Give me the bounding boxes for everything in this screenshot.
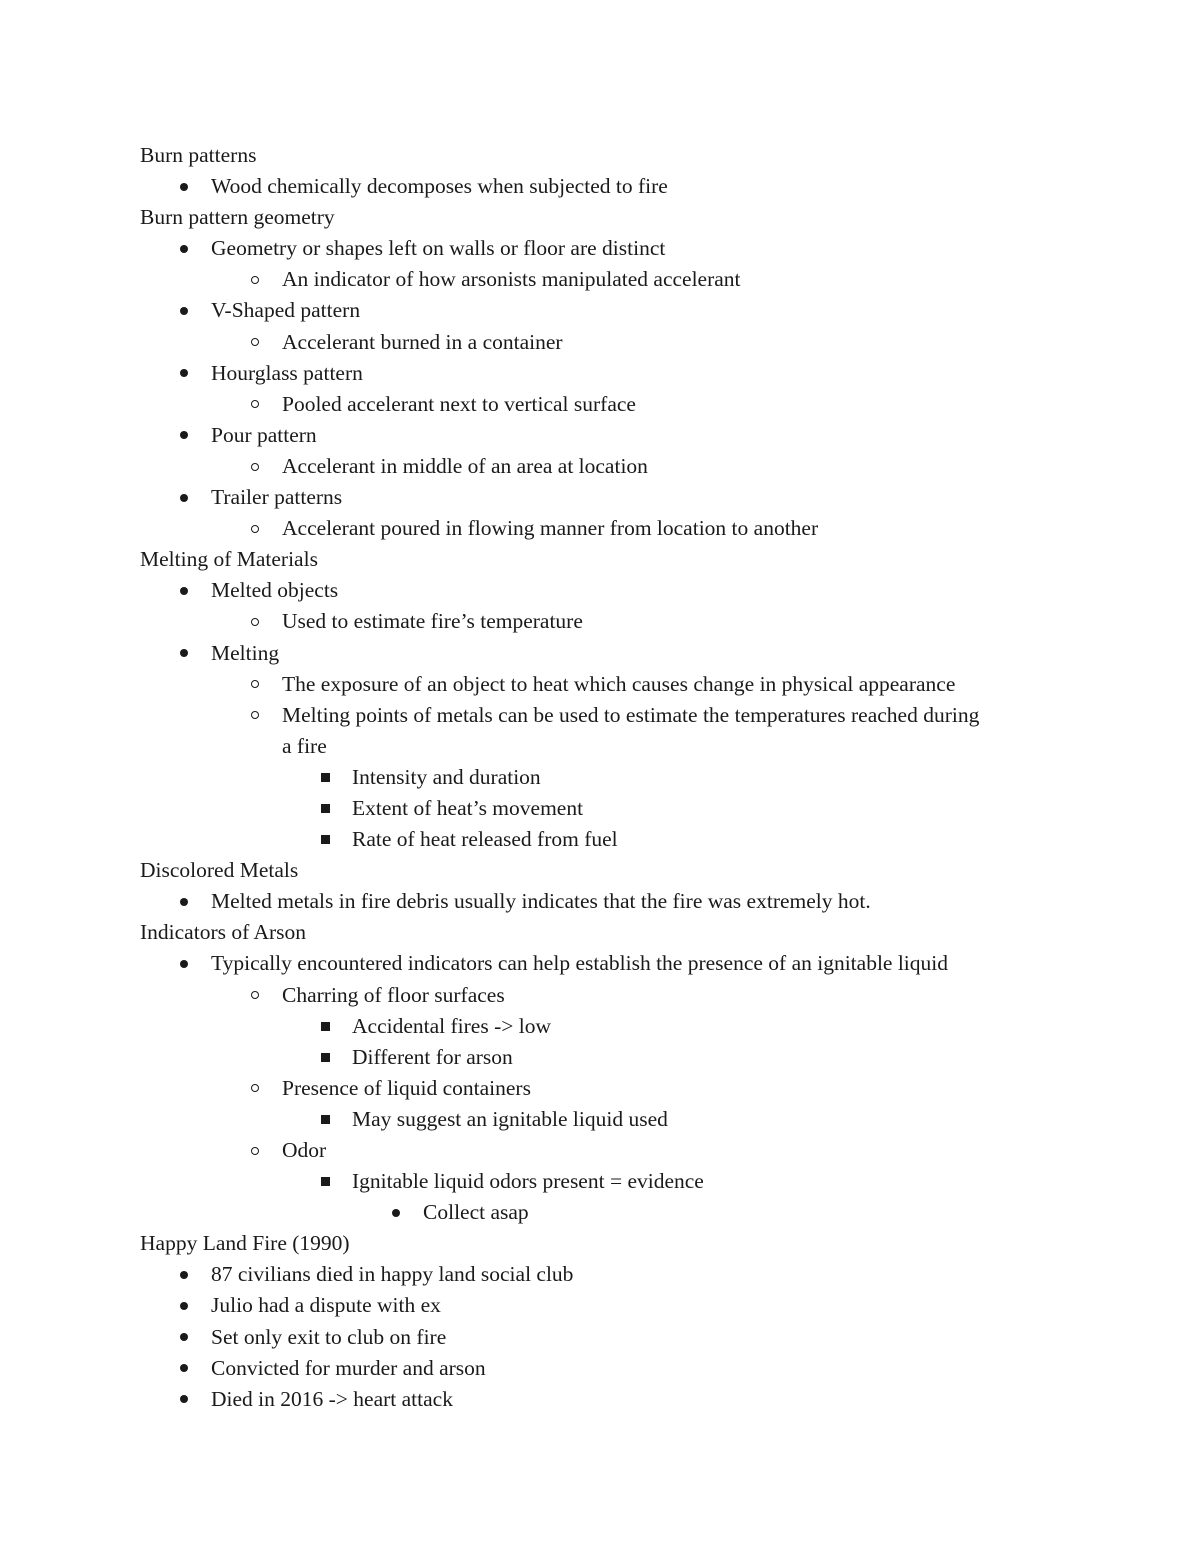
square-bullet-icon [318,1166,332,1197]
list-item-level-1 [0,358,1200,389]
item-text: Geometry or shapes left on walls or floor are distinct [211,236,666,261]
list-item-level-2 [0,389,1200,420]
item-text: Convicted for murder and arson [211,1355,486,1380]
list-item-level-2 [0,1135,1200,1166]
list-item-level-2 [0,700,1200,731]
item-text: Intensity and duration [352,764,541,789]
item-text: Wood chemically decomposes when subjected to fire [211,174,668,199]
item-text: Collect asap [423,1200,529,1225]
list-item-level-1 [0,1353,1200,1384]
disc-bullet-icon [177,575,191,606]
disc-bullet-icon [177,233,191,264]
item-text: Odor [282,1138,327,1162]
list-item-level-3 [0,1166,1200,1197]
disc-bullet-icon [177,1322,191,1353]
item-text: 87 civilians died in happy land social club [211,1262,574,1287]
item-text: Died in 2016 -> heart attack [211,1386,453,1411]
list-item-level-1 [0,1322,1200,1353]
section-heading [0,544,1200,575]
list-item-level-2 [0,513,1200,544]
heading-text: Discolored Metals [140,858,299,883]
item-text: Rate of heat released from fuel [352,827,618,852]
heading-text: Happy Land Fire (1990) [140,1231,350,1256]
list-item-level-1 [0,171,1200,202]
circle-bullet-icon [248,389,262,420]
square-bullet-icon [318,824,332,855]
item-text: Accidental fires -> low [352,1013,551,1038]
section-heading [0,917,1200,948]
list-item-level-2 [0,327,1200,358]
disc-bullet-icon [177,638,191,669]
disc-bullet-icon [177,1384,191,1415]
circle-bullet-icon [248,327,262,358]
section-heading [0,140,1200,171]
item-text: Presence of liquid containers [282,1075,531,1100]
item-text: The exposure of an object to heat which causes change in physical appearance [282,671,956,696]
circle-bullet-icon [248,1135,262,1166]
item-text: Hourglass pattern [211,360,363,385]
section-heading [0,202,1200,233]
list-item-level-2 [0,669,1200,700]
list-item-level-4 [0,1197,1200,1228]
circle-bullet-icon [248,606,262,637]
item-text: Accelerant poured in flowing manner from location to another [282,516,819,541]
list-item-level-1 [0,1384,1200,1415]
square-bullet-icon [318,793,332,824]
list-item-level-3 [0,1104,1200,1135]
list-item-level-2 [0,606,1200,637]
disc-bullet-icon [177,1353,191,1384]
item-text: Accelerant in middle of an area at location [282,453,648,478]
item-text: Accelerant burned in a container [282,329,563,354]
disc-bullet-icon [177,420,191,451]
item-text: Used to estimate fire’s temperature [282,609,583,634]
item-text: Julio had a dispute with ex [211,1293,441,1318]
item-text: Set only exit to club on fire [211,1324,447,1349]
list-item-level-2 [0,264,1200,295]
item-text: May suggest an ignitable liquid used [352,1106,668,1131]
item-text: Melted objects [211,578,339,603]
item-text: Trailer patterns [211,485,343,510]
item-text: Extent of heat’s movement [352,795,584,820]
heading-text: Burn patterns [140,143,257,167]
circle-bullet-icon [248,513,262,544]
item-text: V-Shaped pattern [211,298,361,323]
disc-bullet-icon [177,171,191,202]
disc-bullet-icon [389,1197,403,1228]
item-text: Pour pattern [211,422,317,447]
list-item-level-2 [0,980,1200,1011]
section-heading [0,855,1200,886]
list-item-level-1 [0,886,1200,917]
heading-text: Burn pattern geometry [140,205,335,230]
disc-bullet-icon [177,295,191,326]
item-text: Melting points of metals can be used to estimate the temperatures reached during [282,702,980,727]
list-item-level-3 [0,1042,1200,1073]
list-item-level-1 [0,575,1200,606]
list-item-level-3 [0,762,1200,793]
item-text: Ignitable liquid odors present = evidence [352,1169,704,1194]
list-item-level-3 [0,1011,1200,1042]
square-bullet-icon [318,762,332,793]
list-item-level-3 [0,793,1200,824]
list-item-level-2 [0,451,1200,482]
disc-bullet-icon [177,1259,191,1290]
list-item-level-1 [0,233,1200,264]
item-text: Melting [211,640,280,665]
square-bullet-icon [318,1042,332,1073]
item-text: Charring of floor surfaces [282,982,505,1007]
heading-text: Melting of Materials [140,547,318,572]
item-text: Pooled accelerant next to vertical surface [282,391,636,416]
square-bullet-icon [318,1011,332,1042]
disc-bullet-icon [177,482,191,513]
item-text: a fire [282,733,327,758]
disc-bullet-icon [177,948,191,979]
circle-bullet-icon [248,451,262,482]
circle-bullet-icon [248,669,262,700]
item-text: Melted metals in fire debris usually indicates that the fire was extremely hot. [211,889,871,914]
list-item-level-1 [0,948,1200,979]
list-item-level-3 [0,824,1200,855]
list-item-level-1 [0,1259,1200,1290]
circle-bullet-icon [248,980,262,1011]
list-item-continuation [0,731,1200,762]
item-text: Typically encountered indicators can help establish the presence of an ignitable liquid [211,951,949,976]
item-text: Different for arson [352,1044,513,1069]
circle-bullet-icon [248,700,262,731]
disc-bullet-icon [177,1290,191,1321]
list-item-level-1 [0,420,1200,451]
document-body [0,140,1200,1415]
list-item-level-1 [0,638,1200,669]
disc-bullet-icon [177,358,191,389]
list-item-level-1 [0,482,1200,513]
disc-bullet-icon [177,886,191,917]
section-heading [0,1228,1200,1259]
heading-text: Indicators of Arson [140,920,306,945]
list-item-level-2 [0,1073,1200,1104]
list-item-level-1 [0,1290,1200,1321]
item-text: An indicator of how arsonists manipulated accelerant [282,267,741,292]
circle-bullet-icon [248,1073,262,1104]
square-bullet-icon [318,1104,332,1135]
list-item-level-1 [0,295,1200,326]
circle-bullet-icon [248,264,262,295]
